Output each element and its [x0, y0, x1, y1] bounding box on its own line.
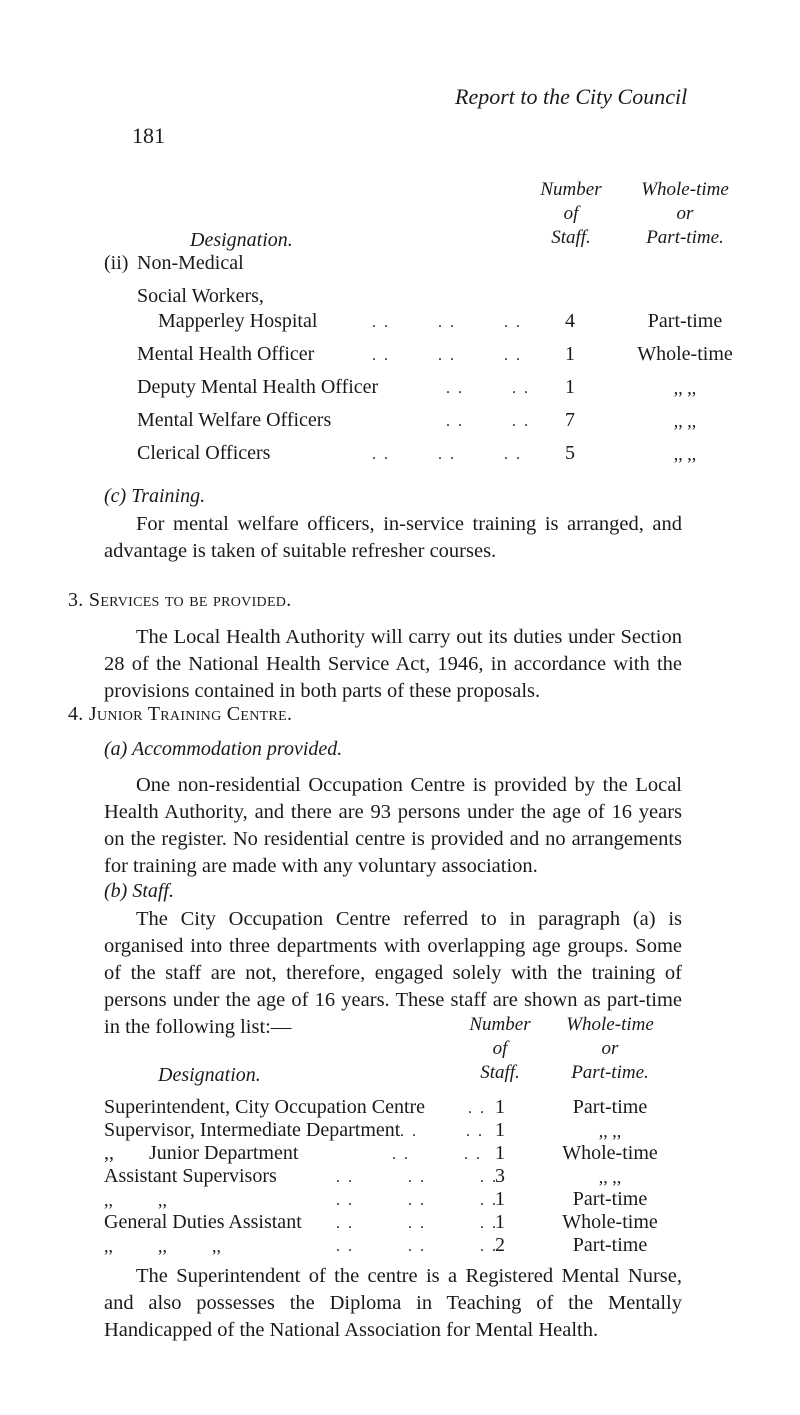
table1-header-designation: Designation.: [190, 229, 293, 251]
table1-row-number-0: 4: [565, 310, 575, 332]
table2-row-type-6: Part-time: [572, 1234, 648, 1256]
leader-dots: . . . .: [400, 1123, 484, 1140]
table2-row-number-1: 1: [495, 1119, 505, 1141]
header-wt-line2: or: [601, 1038, 619, 1059]
section3-text: The Local Health Authority will carry out its duties under Section 28 of the National Health Service Act, 1946, in accordance with the provisions contained in both parts of these proposals.: [104, 626, 682, 702]
leader-dots: . .: [468, 1100, 486, 1117]
table2-row-number-5: 1: [495, 1211, 505, 1233]
section3-heading: 3. Services to be provided.: [68, 589, 292, 611]
table2-header-designation: Designation.: [158, 1064, 261, 1086]
table1-row-name-3: Mental Welfare Officers: [137, 409, 332, 431]
table1-row-number-3: 7: [565, 409, 575, 431]
section-title: Non-Medical: [137, 252, 244, 274]
table2-row-name-4: ,, ,,: [104, 1190, 167, 1210]
table2-row-number-6: 2: [495, 1234, 505, 1256]
table2-row-name-5: General Duties Assistant: [104, 1211, 302, 1233]
table1-row-type-1: Whole-time: [637, 343, 733, 365]
table2-row-type-3: ,, ,,: [598, 1167, 622, 1187]
table1-row-type-2: ,, ,,: [673, 378, 697, 398]
table1-row-type-0: Part-time: [647, 310, 723, 332]
header-wt-line1: Whole-time: [566, 1014, 654, 1035]
table2-row-number-4: 1: [495, 1188, 505, 1210]
running-head: Report to the City Council: [455, 84, 688, 109]
leader-dots: . . . . . .: [336, 1192, 498, 1209]
table2-row-number-3: 3: [495, 1165, 505, 1187]
leader-dots: . . . .: [446, 413, 530, 430]
header-number-line2: of: [563, 203, 579, 224]
leader-dots: . . . . . .: [336, 1215, 498, 1232]
table1-row-name2-0: Mapperley Hospital: [158, 310, 318, 332]
leader-dots: . . . . . .: [372, 314, 522, 331]
section4-text-a: One non-residential Occupation Centre is provided by the Local Health Authority, and there are 93 persons under the age of 16 years on the register. No residential centre is provided and no arrangements for training are made with any voluntary association.: [104, 774, 682, 877]
header-number-line2: of: [492, 1038, 508, 1059]
table2-row-name-2: ,, Junior Department: [104, 1142, 299, 1164]
header-number-line1: Number: [469, 1014, 531, 1035]
leader-dots: . . . . . .: [336, 1238, 498, 1255]
table1-header-wt: [615, 178, 755, 250]
leader-dots: . . . . . .: [372, 347, 522, 364]
table1-header-number: [521, 178, 621, 250]
table2-row-type-0: Part-time: [572, 1096, 648, 1118]
header-number-line3: Staff.: [551, 227, 591, 248]
section-label: (ii): [104, 252, 129, 274]
table1-row-number-4: 5: [565, 442, 575, 464]
section4-sub-b: (b) Staff.: [104, 880, 174, 902]
header-wt-line3: Part-time.: [571, 1062, 649, 1083]
section4-sub-a: (a) Accommodation provided.: [104, 738, 343, 760]
header-number-line1: Number: [540, 179, 602, 200]
table2-row-type-5: Whole-time: [562, 1211, 658, 1233]
header-number-line3: Staff.: [480, 1062, 520, 1083]
table1-row-name-4: Clerical Officers: [137, 442, 271, 464]
table2-row-name-6: ,, ,, ,,: [104, 1236, 221, 1256]
table2-header-wt: [540, 1013, 680, 1085]
table2-row-type-2: Whole-time: [562, 1142, 658, 1164]
table2-row-type-1: ,, ,,: [598, 1121, 622, 1141]
table1-row-type-3: ,, ,,: [673, 411, 697, 431]
table1-row-name-2: Deputy Mental Health Officer: [137, 376, 379, 398]
table2-row-name-1: Supervisor, Intermediate Department: [104, 1119, 401, 1141]
table1-row-number-1: 1: [565, 343, 575, 365]
table2-row-number-2: 1: [495, 1142, 505, 1164]
table2-row-number-0: 1: [495, 1096, 505, 1118]
leader-dots: . . . .: [446, 380, 530, 397]
leader-dots: . . . .: [392, 1146, 482, 1163]
table2-row-name-3: Assistant Supervisors: [104, 1165, 277, 1187]
table2-row-type-4: Part-time: [572, 1188, 648, 1210]
section4-heading: 4. Junior Training Centre.: [68, 703, 293, 725]
header-wt-line2: or: [676, 203, 694, 224]
page-number: 181: [132, 123, 165, 148]
header-wt-line1: Whole-time: [641, 179, 729, 200]
leader-dots: . . . . . .: [336, 1169, 498, 1186]
header-wt-line3: Part-time.: [646, 227, 724, 248]
table2-row-name-0: Superintendent, City Occupation Centre: [104, 1096, 426, 1118]
table1-row-name-0: Social Workers,: [137, 285, 264, 307]
training-heading: (c) Training.: [104, 485, 206, 507]
section4-text-b: The City Occupation Centre referred to in paragraph (a) is organised into three departments with overlapping age groups. Some of the staff are not, therefore, engaged solely with the training of persons under the age of 16 years. These staff are shown as part-time in the following list:—: [104, 908, 682, 1038]
table1-row-type-4: ,, ,,: [673, 444, 697, 464]
table1-row-number-2: 1: [565, 376, 575, 398]
closing-text: The Superintendent of the centre is a Registered Mental Nurse, and also possesses the Diploma in Teaching of the Mentally Handicapped of the National Association for Mental Health.: [104, 1265, 682, 1341]
training-text: For mental welfare officers, in-service training is arranged, and advantage is taken of suitable refresher courses.: [104, 513, 682, 562]
leader-dots: . . . . . .: [372, 446, 522, 463]
table1-row-name-1: Mental Health Officer: [137, 343, 315, 365]
